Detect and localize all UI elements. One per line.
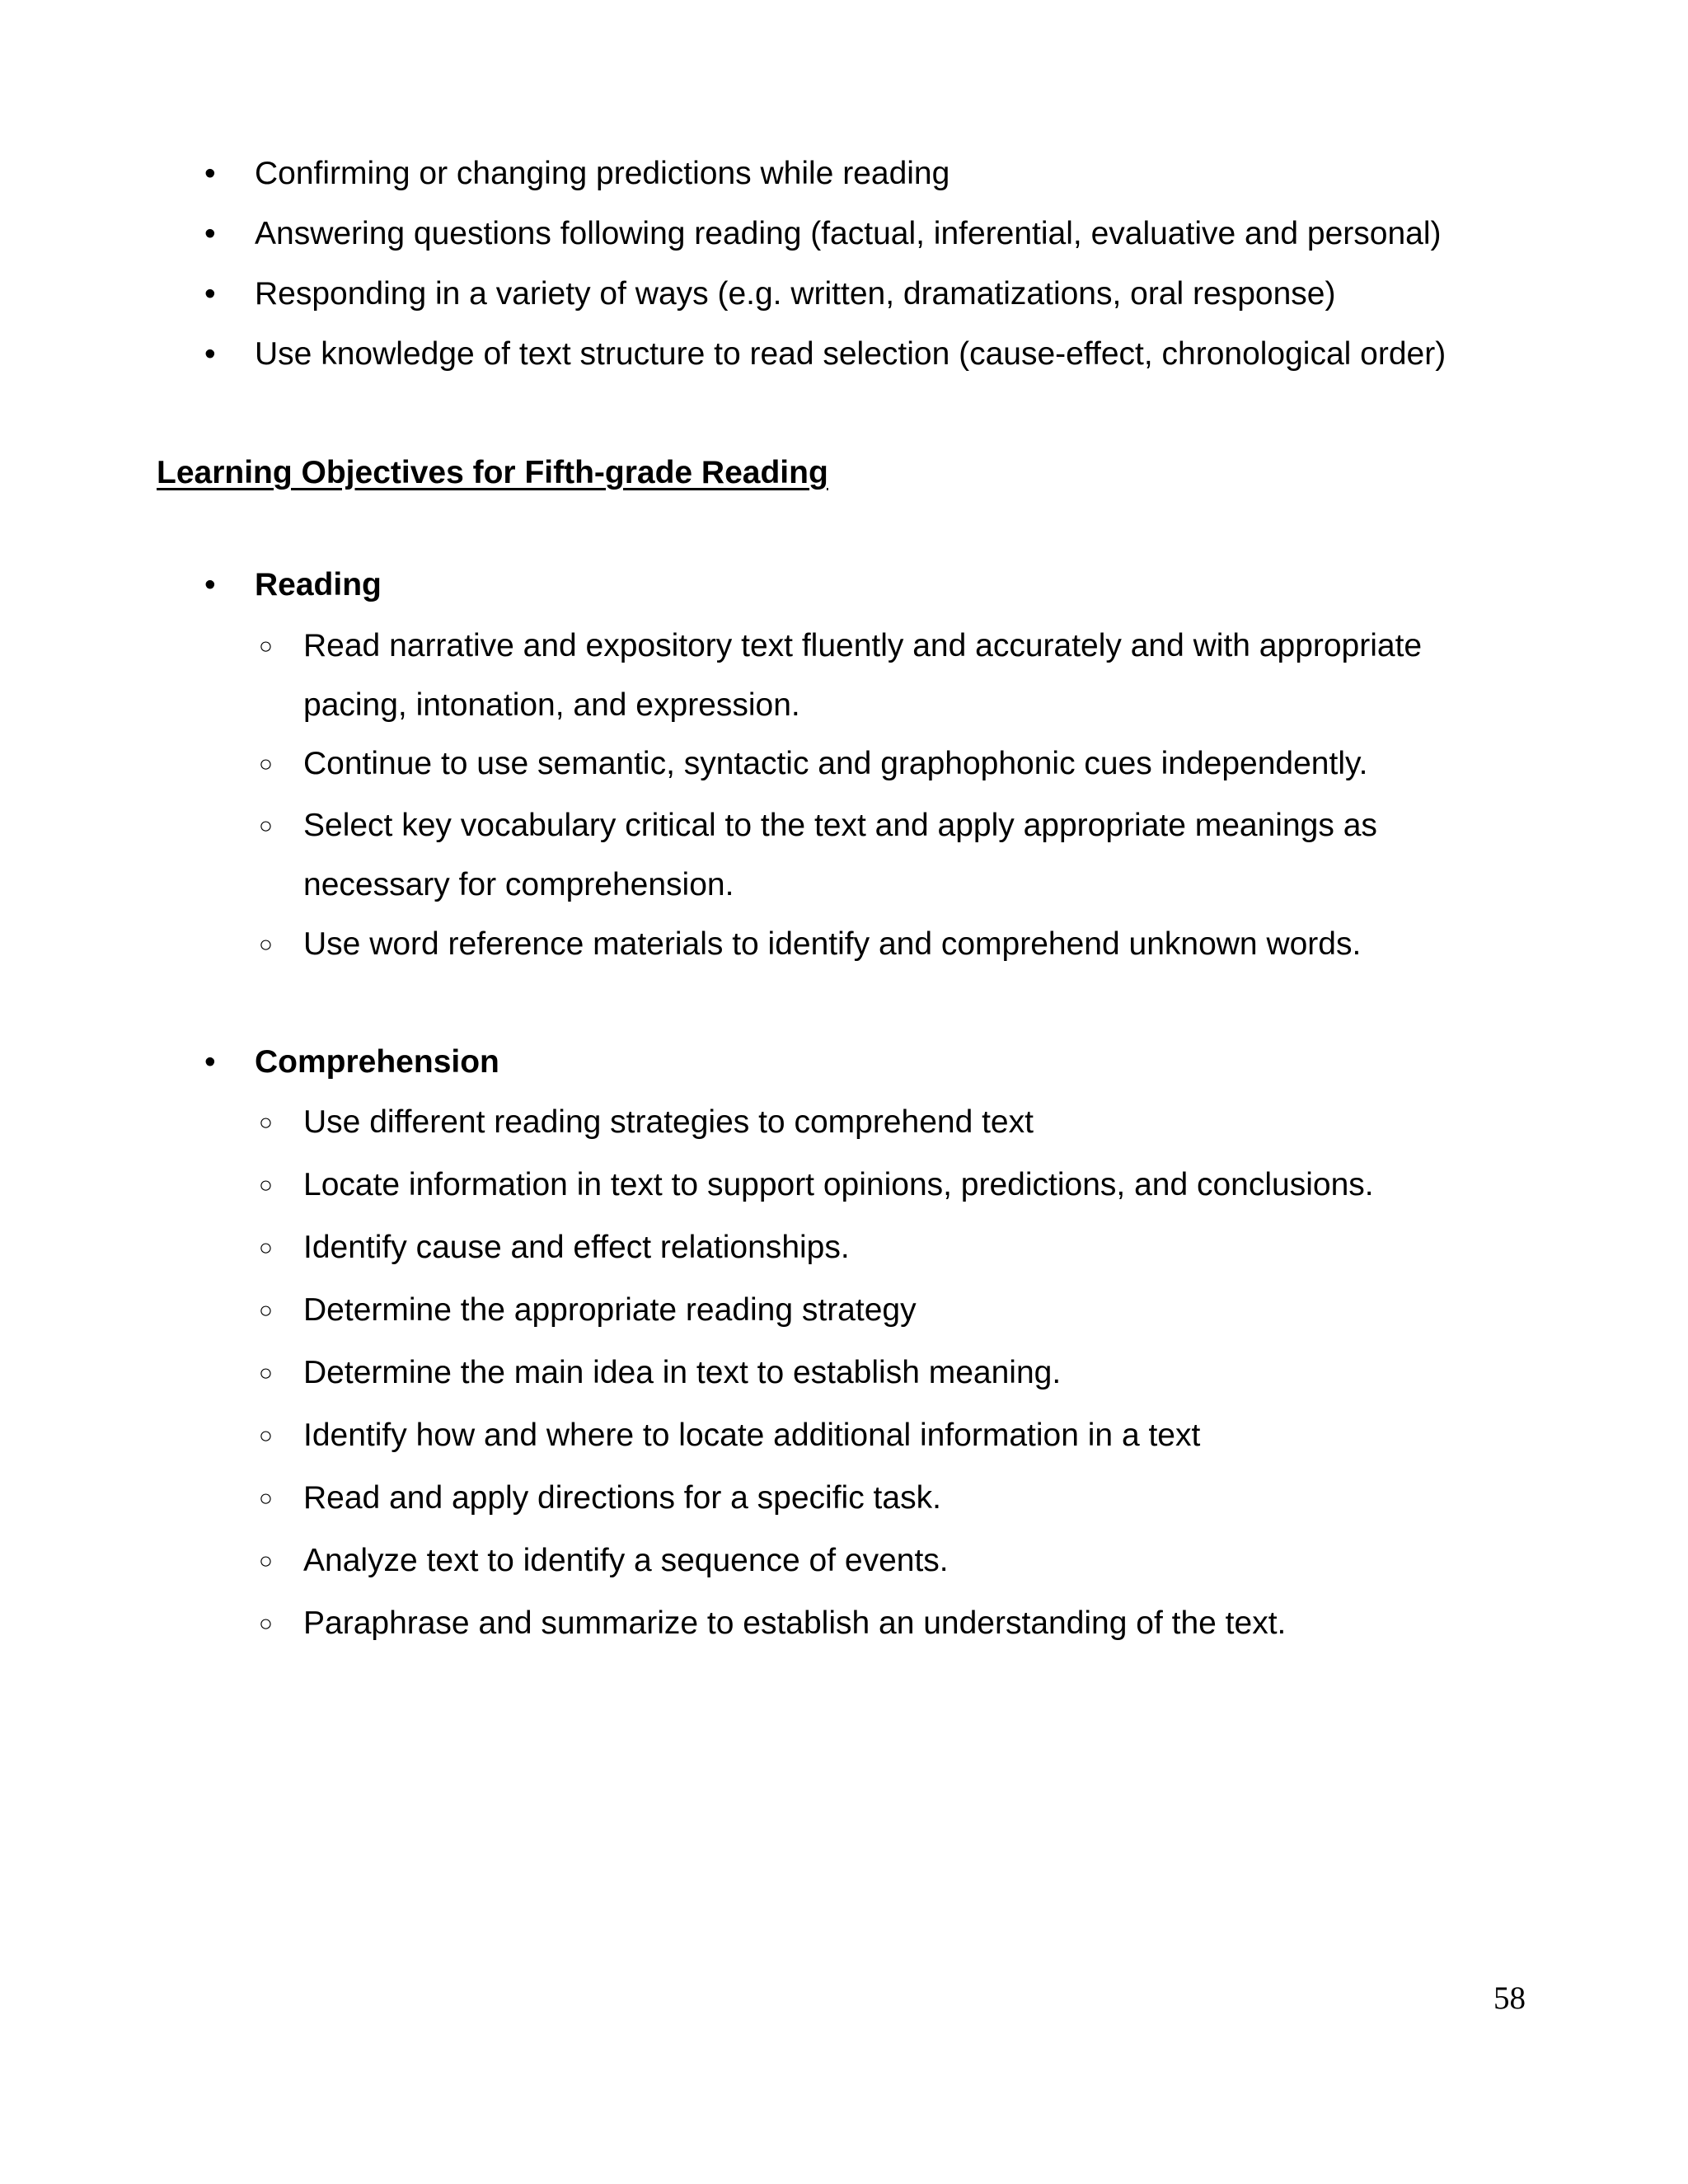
sub-bullet-marker: ○ xyxy=(259,813,273,838)
list-item: Read and apply directions for a specific task. xyxy=(303,1480,941,1516)
comprehension-title: Comprehension xyxy=(255,1044,499,1080)
bullet-marker: • xyxy=(204,1044,216,1080)
list-item: Continue to use semantic, syntactic and graphophonic cues independently. xyxy=(303,746,1368,781)
list-item: Responding in a variety of ways (e.g. written, dramatizations, oral response) xyxy=(255,276,1336,312)
sub-bullet-marker: ○ xyxy=(259,1548,273,1573)
sub-bullet-marker: ○ xyxy=(259,931,273,957)
bullet-marker: • xyxy=(204,336,216,372)
list-item: Identify cause and effect relationships. xyxy=(303,1230,850,1265)
list-item: Select key vocabulary critical to the text and apply appropriate meanings as xyxy=(303,808,1377,843)
sub-bullet-marker: ○ xyxy=(259,1610,273,1636)
list-item: Answering questions following reading (factual, inferential, evaluative and personal) xyxy=(255,216,1442,251)
bullet-marker: • xyxy=(204,276,216,312)
list-item: Analyze text to identify a sequence of events. xyxy=(303,1543,949,1578)
section-heading: Learning Objectives for Fifth-grade Reading xyxy=(157,455,828,490)
page-number: 58 xyxy=(1493,1980,1526,2016)
list-item: Paraphrase and summarize to establish an understanding of the text. xyxy=(303,1605,1287,1641)
sub-bullet-marker: ○ xyxy=(259,1172,273,1197)
list-item: Use different reading strategies to comprehend text xyxy=(303,1104,1034,1140)
sub-bullet-marker: ○ xyxy=(259,1109,273,1135)
bullet-marker: • xyxy=(204,156,216,191)
sub-bullet-marker: ○ xyxy=(259,633,273,658)
list-item-continuation: pacing, intonation, and expression. xyxy=(303,687,800,723)
list-item: Locate information in text to support opinions, predictions, and conclusions. xyxy=(303,1167,1374,1202)
list-item: Identify how and where to locate additional information in a text xyxy=(303,1418,1201,1453)
list-item-continuation: necessary for comprehension. xyxy=(303,867,734,902)
list-item: Determine the main idea in text to establish meaning. xyxy=(303,1355,1062,1390)
sub-bullet-marker: ○ xyxy=(259,751,273,776)
list-item: Use knowledge of text structure to read selection (cause-effect, chronological order) xyxy=(255,336,1447,372)
bullet-marker: • xyxy=(204,567,216,602)
list-item: Confirming or changing predictions while reading xyxy=(255,156,950,191)
sub-bullet-marker: ○ xyxy=(259,1235,273,1260)
sub-bullet-marker: ○ xyxy=(259,1485,273,1511)
sub-bullet-marker: ○ xyxy=(259,1297,273,1323)
list-item: Use word reference materials to identify and comprehend unknown words. xyxy=(303,926,1362,962)
list-item: Read narrative and expository text fluently and accurately and with appropriate xyxy=(303,628,1423,663)
reading-title: Reading xyxy=(255,567,382,602)
sub-bullet-marker: ○ xyxy=(259,1422,273,1448)
list-item: Determine the appropriate reading strategy xyxy=(303,1292,917,1328)
bullet-marker: • xyxy=(204,216,216,251)
sub-bullet-marker: ○ xyxy=(259,1360,273,1385)
